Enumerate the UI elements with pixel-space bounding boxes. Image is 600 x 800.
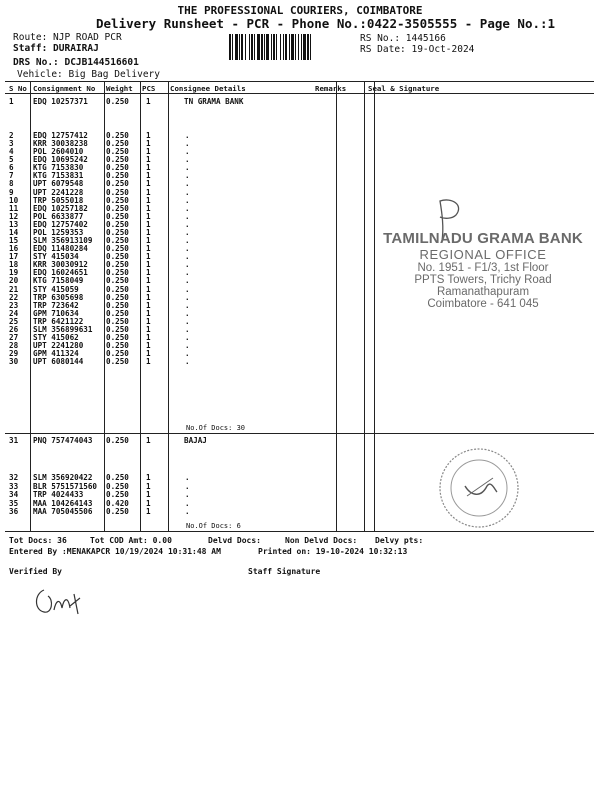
weight-cell: 0.250 — [106, 436, 129, 445]
sno-cell: 14 — [9, 227, 19, 237]
consignee-cell: . — [185, 341, 190, 351]
docs-count: No.Of Docs: 30 — [186, 424, 246, 432]
consignment-cell: EDQ 11480284 — [33, 244, 88, 254]
consignment-cell: TRP 4024433 — [33, 490, 84, 499]
sno-cell: 32 — [9, 473, 19, 482]
consignment-cell: TRP 5055018 — [33, 195, 84, 205]
pcs-cell: 1 — [146, 155, 151, 165]
sno-cell: 19 — [9, 268, 19, 278]
sno-cell: 36 — [9, 507, 19, 516]
sno-cell: 21 — [9, 284, 19, 294]
weight-cell: 0.250 — [106, 260, 129, 270]
round-seal-icon — [437, 446, 521, 530]
pcs-cell: 1 — [146, 163, 151, 173]
pcs-cell: 1 — [146, 252, 151, 262]
consignment-cell: TRP 723642 — [33, 300, 79, 310]
sno-cell: 8 — [9, 179, 14, 189]
weight-cell: 0.250 — [106, 187, 129, 197]
weight-cell: 0.250 — [106, 333, 129, 342]
consignee-cell: . — [185, 357, 190, 367]
consignee-cell: . — [185, 498, 190, 508]
consignee-cell: . — [185, 308, 190, 318]
consignee-cell: . — [185, 147, 190, 157]
pcs-cell: 1 — [146, 490, 151, 499]
consignee-cell: TN GRAMA BANK — [184, 97, 244, 106]
consignee-cell: . — [185, 324, 190, 334]
barcode-bar — [271, 34, 272, 60]
barcode-bar — [251, 34, 253, 60]
barcode-bar — [289, 34, 290, 60]
barcode-bar — [280, 34, 281, 60]
pcs-cell: 1 — [146, 333, 151, 342]
weight-cell: 0.250 — [106, 349, 129, 359]
sno-cell: 9 — [9, 187, 14, 197]
consignee-cell: . — [185, 284, 190, 294]
consignee-cell: . — [185, 268, 190, 278]
sno-cell: 12 — [9, 211, 19, 221]
pcs-cell: 1 — [146, 276, 151, 286]
barcode-bar — [285, 34, 287, 60]
weight-cell: 0.250 — [106, 341, 129, 351]
barcode-bar — [257, 34, 260, 60]
consignment-cell: PNQ 757474043 — [33, 436, 93, 445]
barcode-bar — [283, 34, 284, 60]
rs-number: RS No.: 1445166 — [360, 33, 446, 44]
col-weight: Weight — [106, 84, 133, 93]
consignment-cell: POL 2604010 — [33, 147, 84, 157]
pcs-cell: 1 — [146, 507, 151, 516]
weight-cell: 0.250 — [106, 252, 129, 262]
stamp-line: Ramanathapuram — [436, 286, 530, 298]
drs-number: DRS No.: DCJB144516601 — [13, 57, 139, 68]
consignee-cell: . — [185, 292, 190, 302]
non-delivered-docs: Non Delvd Docs: — [285, 536, 358, 545]
company-name: THE PROFESSIONAL COURIERS, COIMBATORE — [177, 4, 423, 17]
consignment-cell: UPT 6080144 — [33, 357, 84, 367]
consignee-cell: . — [185, 195, 190, 205]
consignment-cell: TRP 6305698 — [33, 292, 84, 302]
weight-cell: 0.250 — [106, 268, 129, 278]
consignment-cell: MAA 104264143 — [33, 498, 93, 508]
consignment-cell: EDQ 12757412 — [33, 131, 88, 140]
barcode-bar — [266, 34, 269, 60]
consignment-cell: KTG 7153830 — [33, 163, 84, 173]
barcode — [229, 34, 354, 60]
barcode-bar — [307, 34, 309, 60]
barcode-bar — [264, 34, 265, 60]
stamp-line: TAMILNADU GRAMA BANK — [383, 230, 583, 247]
entered-by: Entered By :MENAKAPCR 10/19/2024 10:31:48 AM — [9, 547, 221, 556]
weight-cell: 0.250 — [106, 490, 129, 499]
sno-cell: 18 — [9, 260, 19, 270]
pcs-cell: 1 — [146, 171, 151, 181]
sno-cell: 33 — [9, 481, 19, 491]
pcs-cell: 1 — [146, 195, 151, 205]
pcs-cell: 1 — [146, 211, 151, 221]
barcode-bar — [232, 34, 233, 60]
pcs-cell: 1 — [146, 179, 151, 189]
sno-cell: 17 — [9, 252, 19, 262]
table-header-rule — [5, 93, 594, 94]
weight-cell: 0.250 — [106, 155, 129, 165]
consignee-cell: . — [185, 163, 190, 173]
barcode-bar — [241, 34, 243, 60]
rs-date: RS Date: 19-Oct-2024 — [360, 44, 475, 55]
pcs-cell: 1 — [146, 349, 151, 359]
weight-cell: 0.250 — [106, 211, 129, 221]
barcode-bar — [254, 34, 255, 60]
pcs-cell: 1 — [146, 292, 151, 302]
weight-cell: 0.250 — [106, 276, 129, 286]
weight-cell: 0.250 — [106, 244, 129, 254]
pcs-cell: 1 — [146, 341, 151, 351]
barcode-bar — [229, 34, 231, 60]
consignee-cell: . — [185, 490, 190, 499]
consignee-cell: . — [185, 244, 190, 254]
consignment-cell: GPM 710634 — [33, 308, 79, 318]
barcode-bar — [245, 34, 246, 60]
sno-cell: 7 — [9, 171, 14, 181]
sno-cell: 27 — [9, 333, 19, 342]
consignment-cell: UPT 2241280 — [33, 341, 84, 351]
pcs-cell: 1 — [146, 219, 151, 229]
barcode-bar — [276, 34, 277, 60]
weight-cell: 0.250 — [106, 324, 129, 334]
sno-cell: 13 — [9, 219, 19, 229]
weight-cell: 0.250 — [106, 171, 129, 181]
table-row — [0, 97, 600, 106]
consignment-cell: GPM 411324 — [33, 349, 79, 359]
sno-cell: 34 — [9, 490, 19, 499]
consignment-cell: UPT 2241228 — [33, 187, 84, 197]
vehicle-label: Vehicle: Big Bag Delivery — [17, 69, 160, 80]
barcode-bar — [239, 34, 240, 60]
weight-cell: 0.250 — [106, 203, 129, 213]
pcs-cell: 1 — [146, 131, 151, 140]
sno-cell: 5 — [9, 155, 14, 165]
consignee-cell: . — [185, 187, 190, 197]
consignee-cell: . — [185, 276, 190, 286]
barcode-bar — [310, 34, 311, 60]
sno-cell: 25 — [9, 316, 19, 326]
consignment-cell: KTG 7153831 — [33, 171, 84, 181]
pcs-cell: 1 — [146, 498, 151, 508]
consignee-cell: . — [185, 507, 190, 516]
consignment-cell: STY 415034 — [33, 252, 79, 262]
pcs-cell: 1 — [146, 236, 151, 246]
consignment-cell: SLM 356913109 — [33, 236, 93, 246]
weight-cell: 0.250 — [106, 97, 129, 106]
table-top-rule — [5, 81, 594, 82]
pcs-cell: 1 — [146, 481, 151, 491]
consignment-cell: KTG 7158049 — [33, 276, 84, 286]
col-remarks: Remarks — [315, 84, 347, 93]
consignment-cell: EDQ 12757402 — [33, 219, 88, 229]
barcode-bar — [303, 34, 306, 60]
weight-cell: 0.250 — [106, 139, 129, 149]
pcs-cell: 1 — [146, 203, 151, 213]
consignee-cell: BAJAJ — [184, 436, 207, 445]
weight-cell: 0.250 — [106, 195, 129, 205]
weight-cell: 0.250 — [106, 147, 129, 157]
pcs-cell: 1 — [146, 147, 151, 157]
weight-cell: 0.250 — [106, 507, 129, 516]
stamp-line: Coimbatore - 641 045 — [427, 298, 539, 310]
barcode-bar — [249, 34, 250, 60]
verified-by-label: Verified By — [9, 567, 62, 576]
sno-cell: 23 — [9, 300, 19, 310]
col-consignment: Consignment No — [33, 84, 96, 93]
sno-cell: 11 — [9, 203, 19, 213]
table-bottom-rule — [5, 531, 594, 532]
sno-cell: 29 — [9, 349, 19, 359]
col-seal: Seal & Signature — [368, 84, 440, 93]
pcs-cell: 1 — [146, 284, 151, 294]
col-sno: S No — [9, 84, 27, 93]
weight-cell: 0.250 — [106, 481, 129, 491]
consignee-cell: . — [185, 171, 190, 181]
sno-cell: 30 — [9, 357, 19, 367]
consignment-cell: STY 415059 — [33, 284, 79, 294]
sno-cell: 2 — [9, 131, 14, 140]
weight-cell: 0.250 — [106, 219, 129, 229]
sno-cell: 28 — [9, 341, 19, 351]
weight-cell: 0.250 — [106, 284, 129, 294]
consignment-cell: SLM 356920422 — [33, 473, 93, 482]
weight-cell: 0.250 — [106, 179, 129, 189]
sno-cell: 31 — [9, 436, 19, 445]
sno-cell: 10 — [9, 195, 19, 205]
consignee-cell: . — [185, 333, 190, 342]
consignee-cell: . — [185, 139, 190, 149]
consignment-cell: UPT 6079548 — [33, 179, 84, 189]
sno-cell: 24 — [9, 308, 19, 318]
weight-cell: 0.420 — [106, 498, 129, 508]
pcs-cell: 1 — [146, 473, 151, 482]
sno-cell: 6 — [9, 163, 14, 173]
pcs-cell: 1 — [146, 436, 151, 445]
consignment-cell: KRR 30030912 — [33, 260, 88, 270]
stamp-line: No. 1951 - F1/3, 1st Floor — [417, 262, 549, 274]
staff-label: Staff: DURAIRAJ — [13, 43, 99, 54]
weight-cell: 0.250 — [106, 357, 129, 367]
sno-cell: 16 — [9, 244, 19, 254]
route-label: Route: NJP ROAD PCR — [13, 32, 122, 43]
table-row — [0, 436, 600, 445]
sno-cell: 22 — [9, 292, 19, 302]
barcode-bar — [261, 34, 263, 60]
barcode-bar — [273, 34, 275, 60]
consignment-cell: POL 1259353 — [33, 227, 84, 237]
weight-cell: 0.250 — [106, 473, 129, 482]
weight-cell: 0.250 — [106, 163, 129, 173]
sno-cell: 15 — [9, 236, 19, 246]
staff-signature-label: Staff Signature — [248, 567, 321, 576]
consignment-cell: STY 415062 — [33, 333, 79, 342]
pcs-cell: 1 — [146, 357, 151, 367]
weight-cell: 0.250 — [106, 227, 129, 237]
consignee-cell: . — [185, 252, 190, 262]
total-cod-amount: Tot COD Amt: 0.00 — [90, 536, 172, 545]
sno-cell: 3 — [9, 139, 14, 149]
consignment-cell: SLM 356899631 — [33, 324, 93, 334]
pcs-cell: 1 — [146, 260, 151, 270]
pcs-cell: 1 — [146, 97, 151, 106]
bank-stamp — [383, 230, 583, 310]
weight-cell: 0.250 — [106, 308, 129, 318]
consignee-cell: . — [185, 300, 190, 310]
weight-cell: 0.250 — [106, 300, 129, 310]
consignee-cell: . — [185, 179, 190, 189]
consignee-cell: . — [185, 349, 190, 359]
group-separator — [5, 433, 594, 434]
barcode-bar — [291, 34, 294, 60]
pcs-cell: 1 — [146, 308, 151, 318]
pcs-cell: 1 — [146, 324, 151, 334]
pcs-cell: 1 — [146, 187, 151, 197]
consignment-cell: KRR 30038238 — [33, 139, 88, 149]
consignee-cell: . — [185, 155, 190, 165]
consignment-cell: EDQ 10257371 — [33, 97, 88, 106]
stamp-line: REGIONAL OFFICE — [419, 247, 547, 262]
sno-cell: 1 — [9, 97, 14, 106]
consignee-cell: . — [185, 211, 190, 221]
consignment-cell: EDQ 16024651 — [33, 268, 88, 278]
weight-cell: 0.250 — [106, 316, 129, 326]
pcs-cell: 1 — [146, 244, 151, 254]
sno-cell: 20 — [9, 276, 19, 286]
consignee-cell: . — [185, 316, 190, 326]
col-consignee: Consignee Details — [170, 84, 246, 93]
pcs-cell: 1 — [146, 300, 151, 310]
consignment-cell: BLR 5751571560 — [33, 481, 98, 491]
consignee-cell: . — [185, 131, 190, 140]
weight-cell: 0.250 — [106, 131, 129, 140]
stamp-line: PPTS Towers, Trichy Road — [414, 274, 552, 286]
barcode-bar — [295, 34, 296, 60]
verifier-signature — [30, 584, 90, 620]
consignment-cell: EDQ 10257182 — [33, 203, 88, 213]
delivered-docs: Delvd Docs: — [208, 536, 261, 545]
barcode-bar — [235, 34, 238, 60]
pcs-cell: 1 — [146, 268, 151, 278]
consignee-cell: . — [185, 481, 190, 491]
consignee-cell: . — [185, 236, 190, 246]
consignee-cell: . — [185, 203, 190, 213]
total-docs: Tot Docs: 36 — [9, 536, 67, 545]
consignment-cell: EDQ 10695242 — [33, 155, 88, 165]
weight-cell: 0.250 — [106, 236, 129, 246]
document-title: Delivery Runsheet - PCR - Phone No.:0422-3505555 - Page No.:1 — [96, 16, 556, 31]
table-row — [0, 357, 600, 366]
consignee-cell: . — [185, 473, 190, 482]
docs-count: No.Of Docs: 6 — [186, 522, 241, 530]
delivery-points: Delvy pts: — [375, 536, 424, 545]
consignment-cell: TRP 6421122 — [33, 316, 84, 326]
sno-cell: 4 — [9, 147, 14, 157]
consignee-cell: . — [185, 227, 190, 237]
col-pcs: PCS — [142, 84, 156, 93]
consignee-cell: . — [185, 260, 190, 270]
pcs-cell: 1 — [146, 227, 151, 237]
consignment-cell: MAA 705045506 — [33, 507, 93, 516]
pcs-cell: 1 — [146, 139, 151, 149]
weight-cell: 0.250 — [106, 292, 129, 302]
sno-cell: 35 — [9, 498, 19, 508]
barcode-bar — [298, 34, 299, 60]
consignment-cell: POL 6633877 — [33, 211, 84, 221]
printed-on: Printed on: 19-10-2024 10:32:13 — [258, 547, 408, 556]
pcs-cell: 1 — [146, 316, 151, 326]
barcode-bar — [301, 34, 302, 60]
sno-cell: 26 — [9, 324, 19, 334]
consignee-cell: . — [185, 219, 190, 229]
